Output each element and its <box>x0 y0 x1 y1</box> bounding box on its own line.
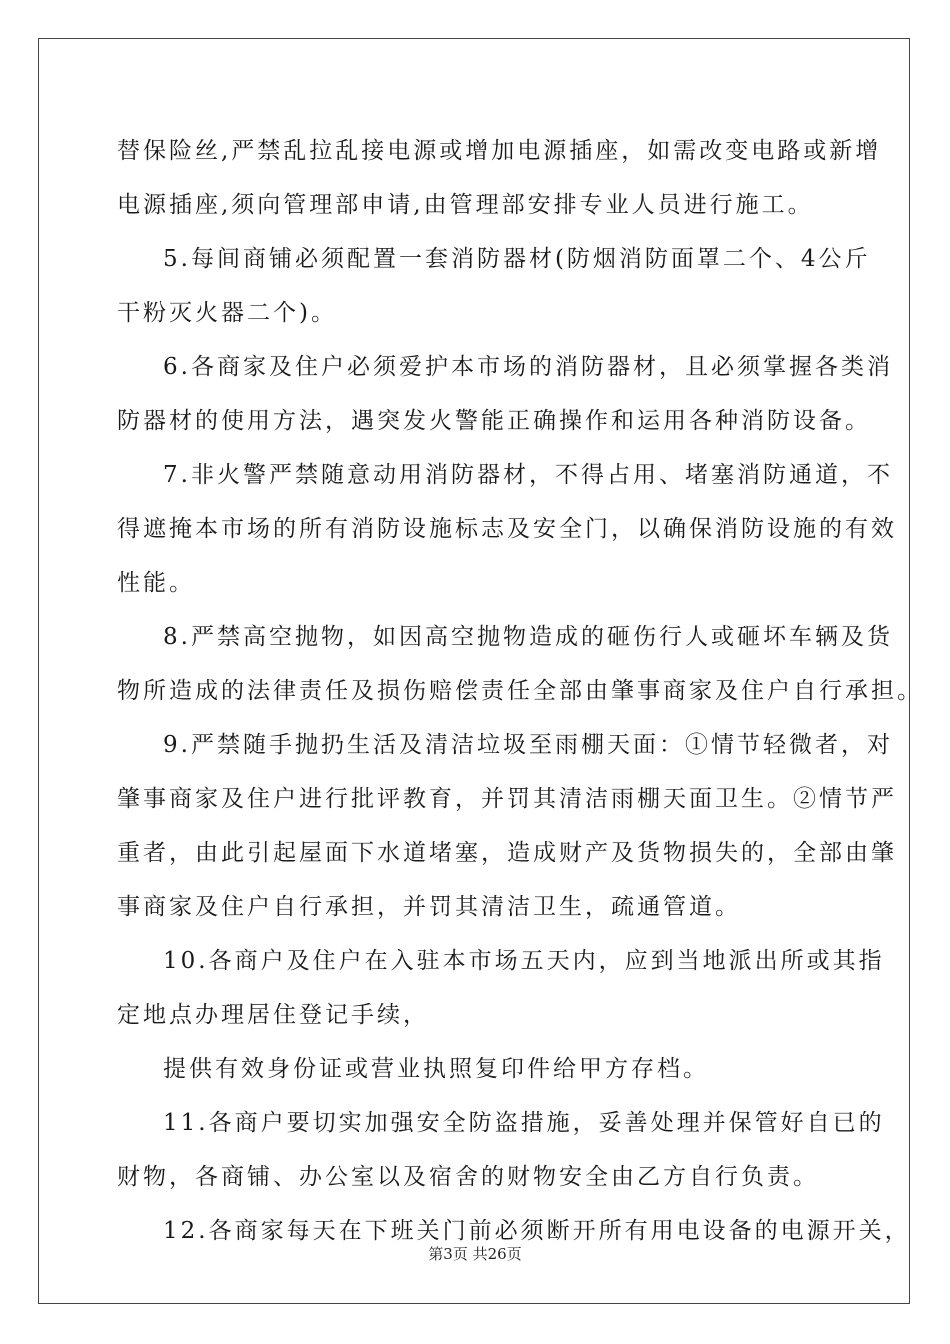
text-line: 5.每间商铺必须配置一套消防器材(防烟消防面罩二个、4公斤 <box>163 246 871 272</box>
text-line: 干粉灭火器二个)。 <box>117 300 337 326</box>
text-line: 电源插座,须向管理部申请,由管理部安排专业人员进行施工。 <box>117 192 814 218</box>
text-line: 提供有效身份证或营业执照复印件给甲方存档。 <box>163 1056 709 1082</box>
page-number-footer: 第3页 共26页 <box>428 1245 522 1263</box>
text-line: 7.非火警严禁随意动用消防器材，不得占用、堵塞消防通道，不 <box>163 462 893 488</box>
text-line: 财物，各商铺、办公室以及宿舍的财物安全由乙方自行负责。 <box>117 1164 819 1190</box>
text-line: 8.严禁高空抛物，如因高空抛物造成的砸伤行人或砸坏车辆及货 <box>163 624 893 650</box>
text-line: 12.各商家每天在下班关门前必须断开所有用电设备的电源开关， <box>163 1218 911 1244</box>
text-line: 防器材的使用方法，遇突发火警能正确操作和运用各种消防设备。 <box>117 408 871 434</box>
text-line: 定地点办理居住登记手续， <box>117 1002 429 1028</box>
text-line: 11.各商户要切实加强安全防盗措施，妥善处理并保管好自已的 <box>163 1110 885 1136</box>
text-line: 6.各商家及住户必须爱护本市场的消防器材，且必须掌握各类消 <box>163 354 893 380</box>
text-line: 得遮掩本市场的所有消防设施标志及安全门，以确保消防设施的有效 <box>117 516 897 542</box>
text-line: 10.各商户及住户在入驻本市场五天内，应到当地派出所或其指 <box>163 948 885 974</box>
document-body <box>117 124 923 1258</box>
text-line: 重者，由此引起屋面下水道堵塞，造成财产及货物损失的，全部由肇 <box>117 840 897 866</box>
text-line: 物所造成的法律责任及损伤赔偿责任全部由肇事商家及住户自行承担。 <box>117 678 923 704</box>
text-line: 性能。 <box>117 570 195 596</box>
text-line: 肇事商家及住户进行批评教育，并罚其清洁雨棚天面卫生。②情节严 <box>117 786 897 812</box>
text-line: 事商家及住户自行承担，并罚其清洁卫生，疏通管道。 <box>117 894 741 920</box>
text-line: 替保险丝,严禁乱拉乱接电源或增加电源插座，如需改变电路或新增 <box>117 138 882 164</box>
text-line: 9.严禁随手抛扔生活及清洁垃圾至雨棚天面：①情节轻微者，对 <box>163 732 893 758</box>
